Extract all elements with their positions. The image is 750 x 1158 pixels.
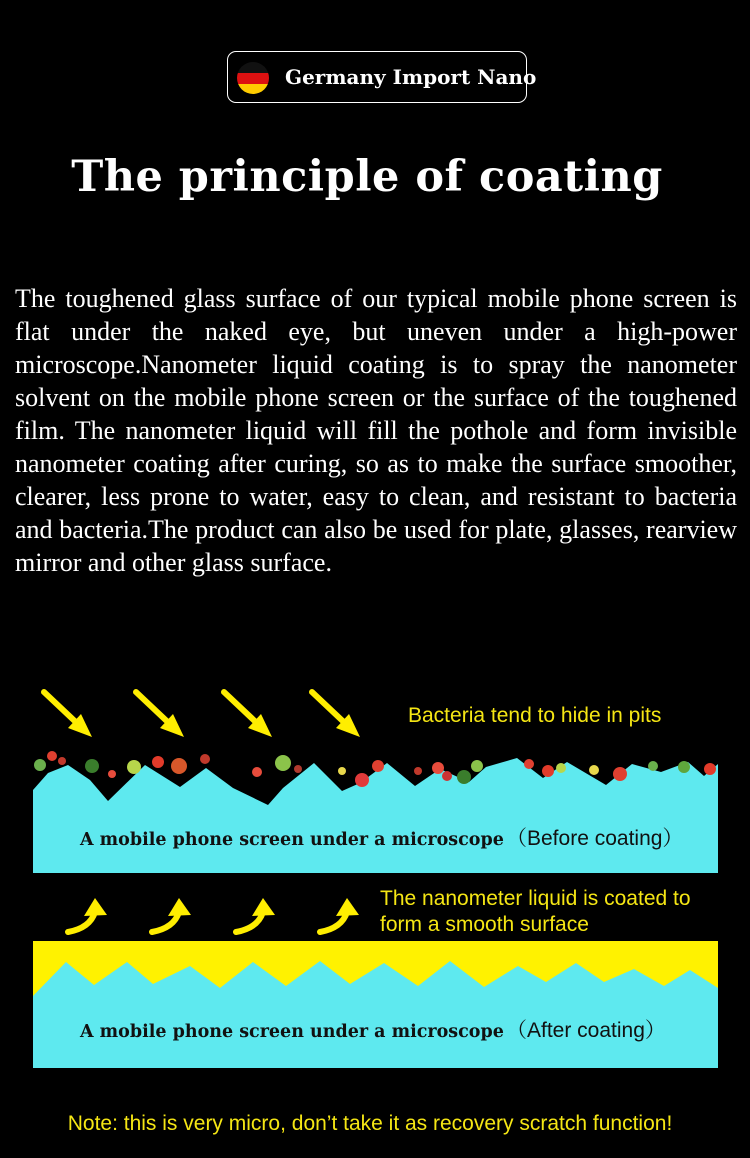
germany-flag-icon: [236, 61, 270, 95]
before-caption: Bacteria tend to hide in pits: [408, 704, 662, 727]
before-state-label: （Before coating）: [506, 827, 684, 850]
uv-arrow-icon: [44, 692, 92, 737]
coating-arrow-icon: [236, 898, 275, 932]
warning-note: Note: this is very micro, don’t take it as recovery scratch function!: [67, 1112, 673, 1135]
uv-arrow-icon: [312, 692, 360, 737]
uv-arrow-icon: [224, 692, 272, 737]
coating-arrow-icon: [68, 898, 107, 932]
brand-badge: [227, 51, 537, 103]
coating-arrow-icon: [152, 898, 191, 932]
after-caption-line2: form a smooth surface: [380, 913, 589, 936]
uv-arrow-icon: [136, 692, 184, 737]
page-title: The principle of coating: [71, 152, 663, 202]
badge-label: Germany Import Nano: [285, 65, 537, 89]
description-paragraph: The toughened glass surface of our typical mobile phone screen is flat under the naked eye, but uneven under a high-power microscope.Nanometer liquid coating is to spray the nanometer solvent on the mobile phone screen or the surface of the toughened film. The nanometer liquid will fill the pothole and form invisible nanometer coating after curing, so as to make the surface smoother, clearer, less prone to water, easy to clean, and resistant to bacteria and bacteria.The product can also be used for plate, glasses, rearview mirror and other glass surface.: [15, 284, 737, 577]
before-screen-label: A mobile phone screen under a microscope: [80, 830, 504, 850]
after-caption-line1: The nanometer liquid is coated to: [380, 887, 691, 910]
coating-diagram: [0, 670, 750, 1080]
coating-arrow-icon: [320, 898, 359, 932]
after-screen-label: A mobile phone screen under a microscope: [80, 1022, 504, 1042]
after-state-label: （After coating）: [506, 1019, 666, 1042]
